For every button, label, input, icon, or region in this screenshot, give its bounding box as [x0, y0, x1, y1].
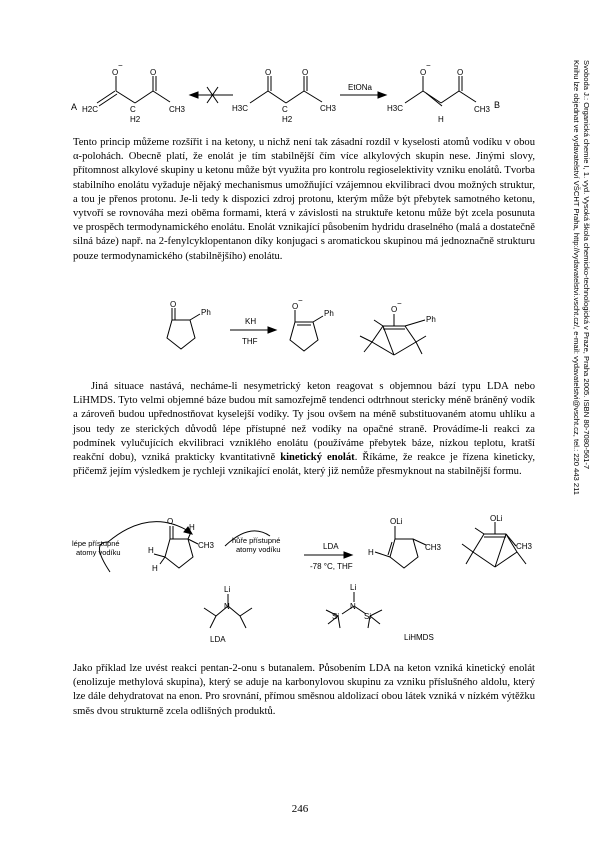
ch3-label-ketone: CH3 — [198, 541, 215, 550]
scheme-enolate-acetylacetone — [60, 60, 520, 126]
paragraph-example: Jako příklad lze uvést reakci pentan-2-onu s butanalem. Působením LDA na keton vzniká kinetický enolát (enolizuje methylová skupina), který se aduje na karbonylovou skupinu za vzniku příslušného aldolu, který lze dále dehydratovat na enon. Pro srovnání, přímou směsnou aldolizací obou látek vzniká v nízkém výtěžku směs dvou strukturně zcela odlišných produktů. — [73, 663, 535, 717]
scheme-lda-lihmds — [70, 512, 540, 647]
o-label-3d: O — [391, 305, 398, 314]
ch3-label-3d: CH3 — [516, 542, 533, 551]
minus-a: − — [118, 61, 123, 70]
o-label-mid1: O — [265, 68, 272, 77]
ch3-label-mid: CH3 — [320, 104, 337, 113]
c-label-a: C — [130, 105, 136, 114]
h2-label-a: H2 — [130, 115, 141, 124]
paragraph-kinetic-part1: Jiná situace nastává, necháme-li nesymetrický keton reagovat s objemnou bází typu LDA nebo LiHMDS. Tyto velmi objemné báze budou mít samozřejmě tendenci odtrhnout stericky méně bráněný vodík a zároveň budou upřednostňovat kyselejší vodíky. Ty jsou ovšem na méně substituovaném atomu uhlíku a jsou tedy ze sterických důvodů lépe přístupné než vodíky na opačné straně. Provádíme-li reakci za podmínek vylučujících ekvilibraci vzniklého enolátu (používáme přebytek báze, nízkou teplotu, kratší reakční dobu), vzniká prakticky kvantitativně — [73, 381, 535, 464]
o-label-b: O — [457, 68, 464, 77]
reagent-kh: KH — [245, 317, 257, 326]
c-label-mid: C — [282, 105, 288, 114]
minus-b: − — [426, 61, 431, 70]
side-note-citation: Svoboda J.: Organická chemie I, 1. vyd. Vysoká škola chemicko-technologická v Praze, Praha 2005. ISBN 80-7080-561-7 — [582, 60, 591, 470]
h-label-enolate: H — [368, 548, 374, 557]
ch3-label-a: CH3 — [169, 105, 186, 114]
reagent-lda: LDA — [323, 542, 339, 551]
kinetic-enolate-term: kinetický enolát — [280, 452, 355, 464]
o-label-enolate: O — [292, 302, 299, 311]
si-label-right: Si — [364, 612, 372, 621]
paragraph-kinetic-part2: . Říkáme, že reakce je řízena kineticky, přičemž jejím výsledkem je rychleji vznikající enolát, který již nemůže přesmyknout na stabilnější formu. — [73, 452, 536, 478]
h-label-right: H — [189, 523, 195, 532]
reagent-thf: THF — [242, 337, 258, 346]
h2-label-mid: H2 — [282, 115, 293, 124]
side-note-order-info: Knihu lze objednat ve vydavatelství VŠCHT Praha, http://vydavatelstvi.vscht.cz/, e-mail: vydavatelstvi@vscht.cz, tel.: 220 443 211 — [572, 60, 581, 495]
label-more-accessible: lépe přístupné — [72, 539, 120, 548]
label-more-accessible-2: atomy vodíku — [76, 548, 121, 557]
ph-label-ketone: Ph — [201, 308, 211, 317]
minus-3d: − — [397, 300, 402, 308]
lda-caption: LDA — [210, 635, 226, 644]
label-a: A — [71, 102, 78, 112]
lihmds-caption: LiHMDS — [404, 633, 434, 642]
oli-label-3d: OLi — [490, 514, 503, 523]
ph-label-3d: Ph — [426, 315, 436, 324]
label-b: B — [494, 100, 501, 110]
o-minus-b: O — [420, 68, 427, 77]
paragraph-regioselectivity: Tento princip můžeme rozšířit i na ketony, u nichž není tak zásadní rozdíl v kyselosti atomů vodíku v obou α-polohách. Obecně platí, že enolát je tím stabilnější čím více alkylových skupin nese. Jinými slovy, přítomnost alkylové skupiny u ketonu může být využita pro kontrolu regioselektivity vzniku enolátů. Tvorba stabilního enolátu vyžaduje nějaký mechanismus umožňující vzájemnou ekvilibraci dvou možných struktur, a tou je přenos protonu. Je-li tedy k dispozici zdroj protonu, kterým může být přebytek samotného ketonu, vytvoří se rovnováha mezi oběma formami, která v závislosti na struktuře ketonu může být zcela posunuta ve prospěch termodynamického enolátu. Enolát vznikající působením hydridu draselného (malá a dostatečně silná báze) např. na 2-fenylcyklopentanon díky konjugaci s aromatickou skupinou má jednoznačně strukturu pouze termodynamického (stabilnějšího) enolátu. — [73, 137, 535, 262]
o-label-ketone: O — [170, 300, 177, 309]
li-label-lihmds: Li — [350, 583, 357, 592]
o-minus-a: O — [112, 68, 119, 77]
o-label-a: O — [150, 68, 157, 77]
si-label-left: Si — [332, 612, 340, 621]
h3c-label-b: H3C — [387, 104, 404, 113]
ch3-label-enolate: CH3 — [425, 543, 442, 552]
n-label-lihmds: N — [350, 602, 356, 611]
minus-enolate: − — [298, 300, 303, 305]
h-label-left-bottom: H — [152, 564, 158, 573]
page-number: 246 — [291, 803, 309, 815]
ph-label-enolate: Ph — [324, 309, 334, 318]
reagent-etona: EtONa — [348, 83, 373, 92]
ch3-label-b: CH3 — [474, 105, 491, 114]
label-less-accessible: hůře přístupné — [232, 536, 281, 545]
h-label-left-top: H — [148, 546, 154, 555]
reagent-conditions: -78 °C, THF — [310, 562, 353, 571]
oli-label-enolate: OLi — [390, 517, 403, 526]
h-label-b: H — [438, 115, 444, 124]
h3c-label-mid: H3C — [232, 104, 249, 113]
side-note — [561, 60, 591, 600]
paragraph-kinetic-enolate — [73, 380, 535, 479]
label-less-accessible-2: atomy vodíku — [236, 545, 281, 554]
o-label-mid2: O — [302, 68, 309, 77]
li-label-lda: Li — [224, 585, 231, 594]
scheme-kh-enolate — [150, 300, 450, 372]
n-label-lda: N — [224, 602, 230, 611]
h2c-label: H2C — [82, 105, 99, 114]
o-label-ketone3: O — [167, 517, 174, 526]
